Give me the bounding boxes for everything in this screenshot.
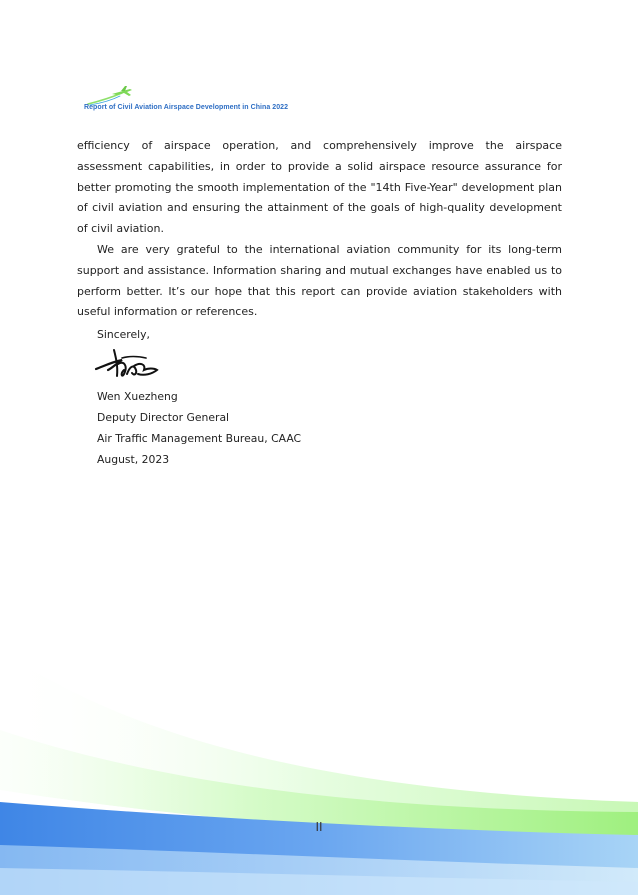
decorative-wave-background (0, 640, 638, 895)
paragraph: We are very grateful to the international aviation community for its long-term support and assistance. Information sharing and mutual exchanges have enabled us to perform better. It’s our hope that this report can provide aviation stakeholders with useful information or references. (77, 242, 562, 319)
signatory-name: Wen Xuezheng (97, 390, 178, 403)
page-number: II (315, 820, 323, 834)
signatory-organization: Air Traffic Management Bureau, CAAC (97, 432, 302, 445)
letter-date: August, 2023 (97, 453, 170, 466)
body-text (77, 136, 562, 323)
closing-salutation-block (97, 324, 150, 345)
signature-image (94, 344, 160, 384)
salutation: Sincerely, (97, 328, 150, 341)
airplane-icon (86, 84, 146, 106)
header-logo (84, 84, 304, 118)
header-title: Report of Civil Aviation Airspace Development in China 2022 (84, 104, 289, 111)
paragraph: efficiency of airspace operation, and comprehensively improve the airspace assessment capabilities, in order to provide a solid airspace resource assurance for better promoting the smooth implementation of the "14th Five-Year" development plan of civil aviation and ensuring the attainment of the goals of high-quality development of civil aviation. (77, 139, 562, 236)
signatory-position: Deputy Director General (97, 411, 230, 424)
signatory-block (97, 386, 301, 470)
